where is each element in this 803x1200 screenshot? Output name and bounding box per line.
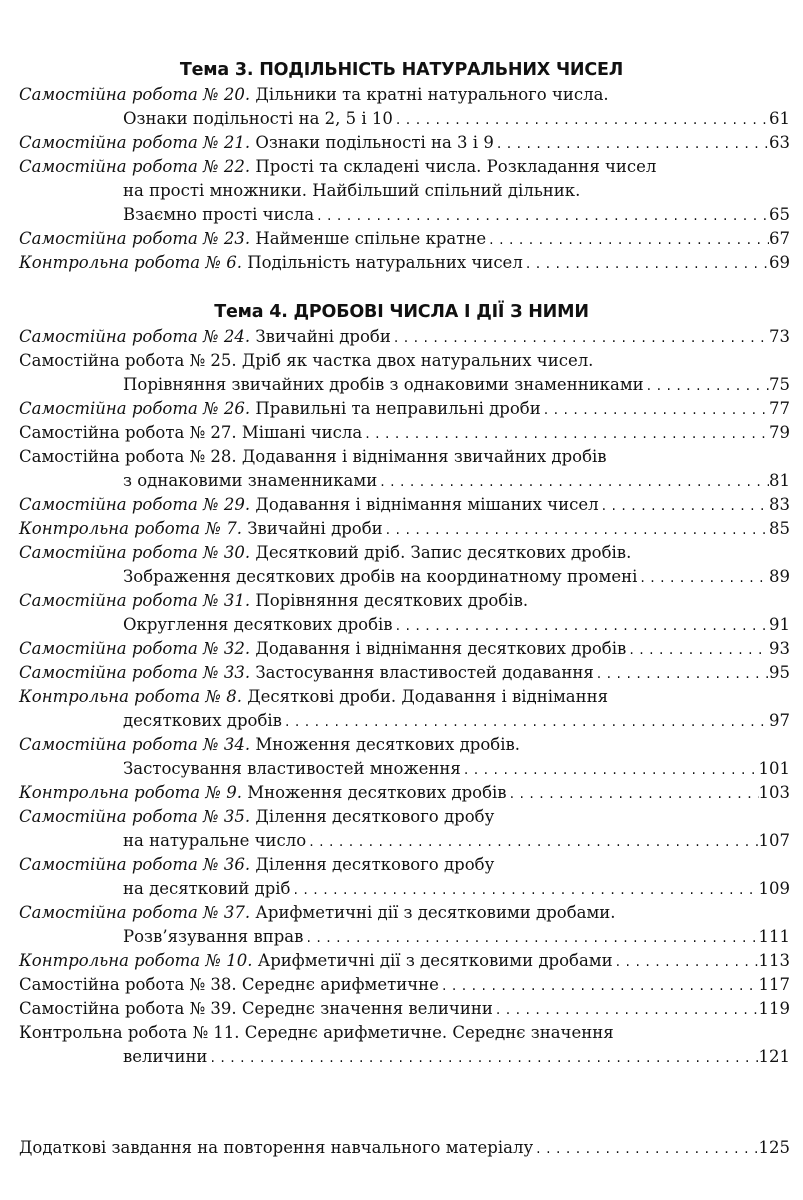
entry-title: Застосування властивостей множення (123, 759, 461, 778)
toc-entry-line[interactable] (0, 1045, 803, 1069)
topic-4-title: Тема 4. ДРОБОВІ ЧИСЛА І ДІЇ З НИМИ (214, 302, 589, 322)
leader-dots (599, 493, 769, 517)
work-label: Самостійна робота № 29. (19, 495, 251, 514)
work-label: Самостійна робота № 33. (19, 663, 251, 682)
toc-entry-line[interactable] (0, 493, 803, 517)
entry-title: Порівняння звичайних дробів з однаковими знаменниками (123, 375, 644, 394)
toc-entry-line[interactable] (0, 227, 803, 251)
topic-4-entries (0, 325, 803, 1069)
toc-entry-line[interactable] (0, 107, 803, 131)
page-number: 73 (769, 327, 790, 346)
leader-dots (439, 973, 759, 997)
toc-entry-line (0, 1021, 803, 1045)
page-number: 61 (769, 109, 790, 128)
entry-title: Розв’язування вправ (123, 927, 304, 946)
toc-entry-line (0, 901, 803, 925)
leader-dots (383, 517, 769, 541)
toc-entry-line[interactable] (0, 565, 803, 589)
leader-dots (613, 949, 759, 973)
work-label: Самостійна робота № 32. (19, 639, 251, 658)
page-number: 85 (769, 519, 790, 538)
entry-title: Додавання і віднімання мішаних чисел (255, 495, 599, 514)
work-label: Самостійна робота № 23. (19, 229, 251, 248)
leader-dots (637, 565, 769, 589)
work-label: Самостійна робота № 35. (19, 807, 251, 826)
toc-entry-line[interactable] (0, 203, 803, 227)
toc-entry-line (0, 541, 803, 565)
page-number: 63 (769, 133, 790, 152)
page-number: 113 (758, 951, 790, 970)
entry-title: з однаковими знаменниками (123, 471, 378, 490)
entry-title: Найменше спільне кратне (255, 229, 487, 248)
entry-title: Правильні та неправильні дроби (255, 399, 541, 418)
page-number: 67 (769, 229, 790, 248)
toc-entry-line[interactable] (0, 781, 803, 805)
entry-title: Множення десяткових дробів. (255, 735, 521, 754)
entry-title: Самостійна робота № 27. Мішані числа (19, 423, 363, 442)
toc-entry-line (0, 349, 803, 373)
work-label: Самостійна робота № 20. (19, 85, 251, 104)
toc-entry-line[interactable] (0, 997, 803, 1021)
leader-dots (626, 637, 769, 661)
toc-entry-line[interactable] (0, 613, 803, 637)
work-label: Самостійна робота № 26. (19, 399, 251, 418)
leader-dots (393, 107, 769, 131)
entry-title: Звичайні дроби (247, 519, 383, 538)
page-number: 81 (769, 471, 790, 490)
extra-text: Додаткові завдання на повторення навчального матеріалу (19, 1138, 534, 1157)
toc-entry-line[interactable] (0, 949, 803, 973)
entry-title: Ознаки подільності на 2, 5 і 10 (123, 109, 393, 128)
leader-dots (523, 251, 769, 275)
entry-title: Самостійна робота № 28. Додавання і віднімання звичайних дробів (19, 447, 607, 466)
leader-dots (594, 661, 769, 685)
page-number: 121 (758, 1047, 790, 1066)
page-number: 111 (758, 927, 790, 946)
leader-dots (486, 227, 769, 251)
entry-title: Взаємно прості числа (123, 205, 315, 224)
entry-title: Додавання і віднімання десяткових дробів (255, 639, 627, 658)
page-number: 125 (758, 1138, 790, 1157)
leader-dots (461, 757, 759, 781)
toc-entry-line[interactable] (0, 325, 803, 349)
entry-title: на натуральне число (123, 831, 307, 850)
work-label: Самостійна робота № 21. (19, 133, 251, 152)
work-label: Контрольна робота № 8. (19, 687, 242, 706)
toc-entry-line[interactable] (0, 131, 803, 155)
page-number: 65 (769, 205, 790, 224)
entry-title: Округлення десяткових дробів (123, 615, 393, 634)
toc-entry-line[interactable] (0, 373, 803, 397)
toc-entry-line[interactable] (0, 973, 803, 997)
page-number: 89 (769, 567, 790, 586)
work-label: Контрольна робота № 6. (19, 253, 242, 272)
page-number: 101 (758, 759, 790, 778)
entry-title: Арифметичні дії з десятковими дробами (257, 951, 613, 970)
leader-dots (377, 469, 769, 493)
topic-3-title: Тема 3. ПОДІЛЬНІСТЬ НАТУРАЛЬНИХ ЧИСЕЛ (179, 60, 624, 80)
topic-3-entries (0, 83, 803, 275)
page-number: 69 (769, 253, 790, 272)
toc-entry-line (0, 179, 803, 203)
entry-title: Самостійна робота № 39. Середнє значення величини (19, 999, 493, 1018)
page-number: 83 (769, 495, 790, 514)
toc-entry-line[interactable] (0, 251, 803, 275)
work-label: Контрольна робота № 9. (19, 783, 242, 802)
entry-title: десяткових дробів (123, 711, 282, 730)
work-label: Самостійна робота № 34. (19, 735, 251, 754)
page-number: 75 (769, 375, 790, 394)
leader-dots (391, 325, 769, 349)
toc-entry-line (0, 685, 803, 709)
entry-title: Застосування властивостей додавання (255, 663, 594, 682)
page-number: 117 (758, 975, 790, 994)
entry-title: Арифметичні дії з десятковими дробами. (255, 903, 616, 922)
entry-title: Ділення десяткового дробу (255, 807, 495, 826)
page-number: 119 (758, 999, 790, 1018)
toc-entry-line (0, 853, 803, 877)
entry-title: Множення десяткових дробів (247, 783, 507, 802)
toc-entry-line (0, 155, 803, 179)
work-label: Контрольна робота № 7. (19, 519, 242, 538)
work-label: Контрольна робота № 10. (19, 951, 253, 970)
page-number: 109 (758, 879, 790, 898)
work-label: Самостійна робота № 30. (19, 543, 251, 562)
entry-title: величини (123, 1047, 208, 1066)
leader-dots (207, 1045, 758, 1069)
toc-entry-line[interactable] (0, 421, 803, 445)
entry-title: на десятковий дріб (123, 879, 291, 898)
page-number: 79 (769, 423, 790, 442)
leader-dots (494, 131, 769, 155)
entry-title: Ділення десяткового дробу (255, 855, 495, 874)
toc-entry-line (0, 733, 803, 757)
work-label: Самостійна робота № 31. (19, 591, 251, 610)
page-number: 107 (758, 831, 790, 850)
entry-title: Самостійна робота № 38. Середнє арифметичне (19, 975, 439, 994)
work-label: Самостійна робота № 22. (19, 157, 251, 176)
page-number: 97 (769, 711, 790, 730)
toc-entry-line (0, 445, 803, 469)
entry-title: Прості та складені числа. Розкладання чисел (255, 157, 657, 176)
leader-dots (393, 613, 769, 637)
entry-title: Дільники та кратні натурального числа. (255, 85, 609, 104)
leader-dots (303, 925, 758, 949)
work-label: Самостійна робота № 24. (19, 327, 251, 346)
extra-entry (0, 1136, 803, 1160)
toc-entry-line[interactable] (0, 877, 803, 901)
work-label: Самостійна робота № 36. (19, 855, 251, 874)
entry-title: Зображення десяткових дробів на координатному промені (123, 567, 638, 586)
toc-entry-line (0, 83, 803, 107)
toc-entry-line[interactable] (0, 925, 803, 949)
page-number: 93 (769, 639, 790, 658)
page-number: 95 (769, 663, 790, 682)
entry-title: Контрольна робота № 11. Середнє арифметичне. Середнє значення (19, 1023, 614, 1042)
entry-title: на прості множники. Найбільший спільний дільник. (123, 181, 581, 200)
toc-entry-line (0, 589, 803, 613)
toc-entry-line (0, 805, 803, 829)
toc-entry-line[interactable] (0, 517, 803, 541)
leader-dots (644, 373, 769, 397)
leader-dots (314, 203, 769, 227)
leader-dots (282, 709, 769, 733)
leader-dots (362, 421, 769, 445)
entry-title: Десятковий дріб. Запис десяткових дробів. (255, 543, 632, 562)
leader-dots (493, 997, 759, 1021)
entry-title: Подільність натуральних чисел (247, 253, 523, 272)
entry-title: Звичайні дроби (255, 327, 391, 346)
entry-title: Десяткові дроби. Додавання і віднімання (247, 687, 609, 706)
toc-entry-line[interactable] (0, 829, 803, 853)
leader-dots (533, 1136, 758, 1160)
toc-entry-line[interactable] (0, 709, 803, 733)
entry-title: Самостійна робота № 25. Дріб як частка двох натуральних чисел. (19, 351, 594, 370)
toc-entry-extra[interactable] (0, 1136, 803, 1160)
entry-title: Порівняння десяткових дробів. (255, 591, 529, 610)
entry-title: Ознаки подільності на 3 і 9 (255, 133, 494, 152)
leader-dots (507, 781, 759, 805)
work-label: Самостійна робота № 37. (19, 903, 251, 922)
toc-entry-line[interactable] (0, 661, 803, 685)
toc-entry-line[interactable] (0, 469, 803, 493)
toc-entry-line[interactable] (0, 637, 803, 661)
page-number: 103 (758, 783, 790, 802)
toc-entry-line[interactable] (0, 397, 803, 421)
page-number: 77 (769, 399, 790, 418)
page-number: 91 (769, 615, 790, 634)
leader-dots (291, 877, 759, 901)
leader-dots (541, 397, 769, 421)
leader-dots (306, 829, 758, 853)
toc-entry-line[interactable] (0, 757, 803, 781)
